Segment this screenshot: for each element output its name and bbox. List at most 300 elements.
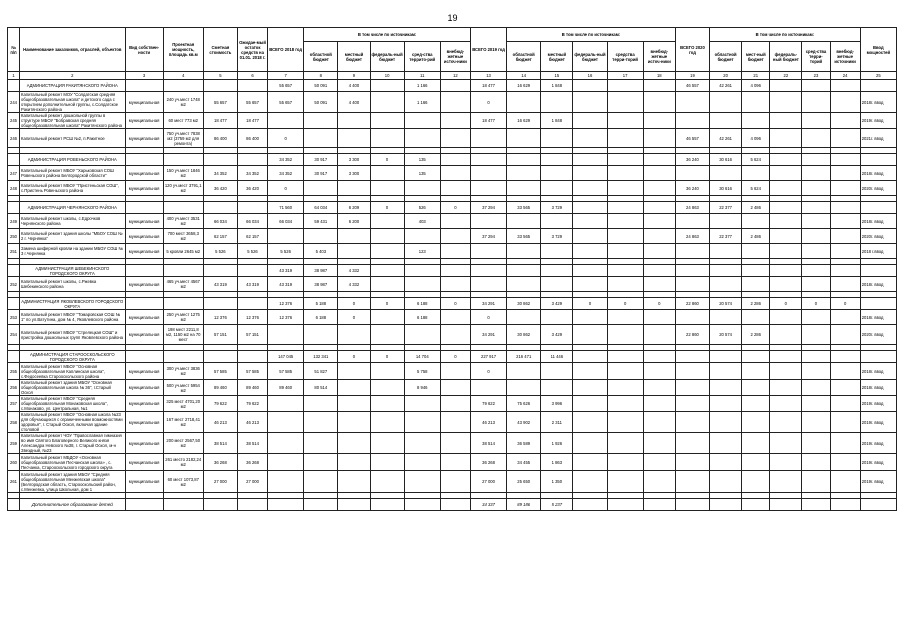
value-cell: 38 987 xyxy=(304,277,338,292)
value-cell xyxy=(643,113,675,129)
object-name-cell: Капитальный ремонт ЧОУ "Православная гимназия во имя Святого Благоверного Великого князя Александра Невского №38, г. Старый Оскол, м-н Звездный, №23 xyxy=(20,433,125,454)
value-cell: 4 096 xyxy=(742,129,770,148)
object-name-cell: Капитальный ремонт МБДОУ «Основная общеобразовательная Песчанская школа» , с. Песчанка, Старооскольского городского округа xyxy=(20,454,125,471)
value-cell: 0 xyxy=(338,351,370,363)
header-local-2020: мест-ный бюджет xyxy=(742,42,770,72)
value-cell xyxy=(507,277,541,292)
value-cell xyxy=(440,433,470,454)
value-cell xyxy=(742,92,770,113)
value-cell: 1 166 xyxy=(404,80,440,92)
value-cell: 4 400 xyxy=(338,92,370,113)
value-cell: 33 565 xyxy=(507,202,541,214)
value-cell: 27 000 xyxy=(203,471,237,493)
commission-cell: 2019г. ввод xyxy=(860,433,896,454)
value-cell xyxy=(370,433,404,454)
value-cell xyxy=(541,363,573,380)
value-cell: 57 585 xyxy=(237,363,267,380)
value-cell: 5 758 xyxy=(404,363,440,380)
value-cell xyxy=(675,244,709,259)
object-name-cell: Капитальный ремонт МБОУ "Харьковская СОШ Ровеньского района Белгородской области" xyxy=(20,166,125,181)
value-cell: 30 862 xyxy=(507,298,541,310)
value-cell xyxy=(338,396,370,412)
value-cell xyxy=(573,202,607,214)
value-cell: 36 240 xyxy=(675,181,709,196)
value-cell xyxy=(607,92,643,113)
value-cell xyxy=(643,396,675,412)
value-cell: муниципальная xyxy=(125,412,163,433)
value-cell: 0 xyxy=(607,298,643,310)
value-cell xyxy=(675,396,709,412)
value-cell: 30 917 xyxy=(304,166,338,181)
value-cell xyxy=(607,113,643,129)
column-number: 4 xyxy=(163,72,203,80)
value-cell: 30 616 xyxy=(710,181,742,196)
value-cell: муниципальная xyxy=(125,454,163,471)
value-cell: 0 xyxy=(440,202,470,214)
value-cell xyxy=(742,310,770,325)
row-number-cell: 247 xyxy=(8,166,20,181)
value-cell xyxy=(268,325,304,345)
value-cell xyxy=(163,298,203,310)
row-number-cell xyxy=(8,499,20,511)
value-cell xyxy=(643,454,675,471)
value-cell xyxy=(643,277,675,292)
value-cell xyxy=(268,433,304,454)
value-cell xyxy=(507,244,541,259)
value-cell xyxy=(440,454,470,471)
value-cell: 5 188 xyxy=(304,298,338,310)
value-cell xyxy=(742,166,770,181)
value-cell xyxy=(573,181,607,196)
value-cell: 18 477 xyxy=(237,113,267,129)
value-cell xyxy=(404,181,440,196)
column-number: 24 xyxy=(830,72,860,80)
value-cell xyxy=(507,154,541,166)
value-cell xyxy=(770,166,802,181)
value-cell xyxy=(125,298,163,310)
value-cell: 46 213 xyxy=(237,412,267,433)
value-cell xyxy=(607,202,643,214)
value-cell xyxy=(440,499,470,511)
header-group-2019: В том числе по источникам: xyxy=(507,28,676,42)
value-cell xyxy=(268,396,304,412)
value-cell xyxy=(607,499,643,511)
value-cell xyxy=(203,298,237,310)
value-cell xyxy=(830,277,860,292)
header-extrabudget-2019: внебюд-жетные источ-ники xyxy=(643,42,675,72)
value-cell xyxy=(370,454,404,471)
column-number: 15 xyxy=(541,72,573,80)
value-cell xyxy=(470,277,506,292)
header-group-2020: В том числе по источникам: xyxy=(710,28,861,42)
budget-table xyxy=(7,27,897,511)
value-cell: муниципальная xyxy=(125,229,163,244)
value-cell xyxy=(802,363,830,380)
value-cell xyxy=(203,499,237,511)
value-cell xyxy=(507,166,541,181)
value-cell xyxy=(573,325,607,345)
column-number: 13 xyxy=(470,72,506,80)
value-cell: 8 946 xyxy=(404,380,440,396)
commission-cell: 2018г. ввод xyxy=(860,92,896,113)
value-cell: 1 848 xyxy=(541,113,573,129)
row-number-cell: 244 xyxy=(8,92,20,113)
value-cell xyxy=(643,471,675,493)
value-cell xyxy=(770,214,802,229)
value-cell xyxy=(268,471,304,493)
value-cell xyxy=(163,265,203,277)
value-cell: 3 429 xyxy=(541,298,573,310)
header-extrabudget-2018: внебюд-жетные источ-ники xyxy=(440,42,470,72)
value-cell: 1 863 xyxy=(541,454,573,471)
value-cell: 43 319 xyxy=(203,277,237,292)
row-number-cell: 246 xyxy=(8,129,20,148)
value-cell xyxy=(675,214,709,229)
value-cell xyxy=(675,113,709,129)
value-cell xyxy=(710,244,742,259)
value-cell: 57 151 xyxy=(237,325,267,345)
value-cell: 60 мест 1073,87 м2 xyxy=(163,471,203,493)
column-number: 25 xyxy=(860,72,896,80)
value-cell: 5 624 xyxy=(742,154,770,166)
value-cell: 227 917 xyxy=(470,351,506,363)
value-cell: 16 629 xyxy=(507,80,541,92)
value-cell xyxy=(742,380,770,396)
row-number-cell: 248 xyxy=(8,181,20,196)
value-cell xyxy=(237,499,267,511)
value-cell xyxy=(470,214,506,229)
value-cell: 86 400 xyxy=(237,129,267,148)
value-cell xyxy=(710,499,742,511)
value-cell xyxy=(643,380,675,396)
value-cell xyxy=(607,166,643,181)
value-cell: 0 xyxy=(338,298,370,310)
row-number-cell: 261 xyxy=(8,471,20,493)
page-number: 19 xyxy=(447,13,458,23)
value-cell xyxy=(607,80,643,92)
object-name-cell: АДМИНИСТРАЦИЯ РАКИТЯНСКОГО РАЙОНА xyxy=(20,80,125,92)
value-cell: 5 237 xyxy=(541,499,573,511)
value-cell xyxy=(470,244,506,259)
value-cell xyxy=(573,244,607,259)
value-cell: 3 729 xyxy=(541,202,573,214)
row-number-cell: 260 xyxy=(8,454,20,471)
value-cell xyxy=(607,325,643,345)
header-territory-2020: сред-ства терри-торий xyxy=(802,42,830,72)
commission-cell xyxy=(860,154,896,166)
value-cell xyxy=(607,412,643,433)
value-cell xyxy=(541,181,573,196)
value-cell xyxy=(770,433,802,454)
commission-cell: 2019г. ввод xyxy=(860,454,896,471)
value-cell: 46 213 xyxy=(203,412,237,433)
column-number: 9 xyxy=(338,72,370,80)
value-cell xyxy=(370,92,404,113)
value-cell: 36 589 xyxy=(507,433,541,454)
value-cell: 38 514 xyxy=(203,433,237,454)
value-cell: 0 xyxy=(440,351,470,363)
value-cell xyxy=(507,92,541,113)
value-cell xyxy=(237,154,267,166)
value-cell xyxy=(607,433,643,454)
value-cell xyxy=(830,433,860,454)
commission-cell: 2018г. ввод xyxy=(860,363,896,380)
value-cell: 34 337 xyxy=(470,499,506,511)
value-cell xyxy=(643,412,675,433)
table-row xyxy=(8,166,897,181)
table-row xyxy=(8,92,897,113)
value-cell: 59 431 xyxy=(304,214,338,229)
row-number-cell: 258 xyxy=(8,412,20,433)
value-cell: 0 xyxy=(338,310,370,325)
value-cell: 86 400 xyxy=(203,129,237,148)
value-cell: 0 xyxy=(470,310,506,325)
header-territory-2018: сред-ства террито-рий xyxy=(404,42,440,72)
value-cell: 22 377 xyxy=(710,229,742,244)
object-name-cell: АДМИНИСТРАЦИЯ СТАРООСКОЛЬСКОГО ГОРОДСКОГО ОКРУГА xyxy=(20,351,125,363)
value-cell xyxy=(830,351,860,363)
value-cell xyxy=(802,166,830,181)
value-cell: 22 860 xyxy=(675,298,709,310)
value-cell xyxy=(338,181,370,196)
value-cell: 57 585 xyxy=(203,363,237,380)
value-cell xyxy=(770,154,802,166)
value-cell xyxy=(742,113,770,129)
value-cell xyxy=(607,310,643,325)
value-cell: 55 657 xyxy=(268,80,304,92)
value-cell xyxy=(203,265,237,277)
row-number-cell: 252 xyxy=(8,277,20,292)
value-cell xyxy=(770,471,802,493)
row-number-cell: 255 xyxy=(8,363,20,380)
value-cell xyxy=(338,471,370,493)
value-cell xyxy=(440,310,470,325)
value-cell: 0 xyxy=(370,202,404,214)
value-cell xyxy=(770,412,802,433)
table-row xyxy=(8,277,897,292)
value-cell xyxy=(440,363,470,380)
value-cell xyxy=(404,412,440,433)
value-cell xyxy=(404,265,440,277)
value-cell: 2 486 xyxy=(742,229,770,244)
value-cell: 30 917 xyxy=(304,154,338,166)
value-cell: 3 729 xyxy=(541,229,573,244)
value-cell xyxy=(370,129,404,148)
value-cell: муниципальная xyxy=(125,471,163,493)
value-cell xyxy=(370,325,404,345)
commission-cell xyxy=(860,298,896,310)
header-name: Наименование заказчиков, отраслей, объектов xyxy=(20,28,125,72)
value-cell xyxy=(770,244,802,259)
value-cell xyxy=(802,92,830,113)
value-cell xyxy=(770,113,802,129)
value-cell xyxy=(507,310,541,325)
commission-cell: 2019г. ввод xyxy=(860,113,896,129)
footer-row xyxy=(8,499,897,511)
value-cell xyxy=(370,471,404,493)
value-cell xyxy=(802,202,830,214)
object-name-cell: Капитальный ремонт МБОУ "Стрелецкая СОШ" и пристройка дошкольных групп Яковлевского района xyxy=(20,325,125,345)
value-cell: 18 477 xyxy=(470,80,506,92)
value-cell xyxy=(802,129,830,148)
value-cell: 34 352 xyxy=(203,166,237,181)
value-cell xyxy=(237,80,267,92)
row-number-cell xyxy=(8,265,20,277)
value-cell: 75 626 xyxy=(507,396,541,412)
value-cell: 79 622 xyxy=(237,396,267,412)
value-cell: 38 514 xyxy=(470,433,506,454)
value-cell xyxy=(802,154,830,166)
value-cell: 89 186 xyxy=(507,499,541,511)
value-cell: 36 240 xyxy=(675,154,709,166)
value-cell xyxy=(770,92,802,113)
value-cell: 27 000 xyxy=(237,471,267,493)
value-cell xyxy=(440,412,470,433)
value-cell xyxy=(370,396,404,412)
value-cell: 0 xyxy=(470,363,506,380)
value-cell xyxy=(607,214,643,229)
value-cell: 5 526 xyxy=(203,244,237,259)
row-number-cell: 256 xyxy=(8,380,20,396)
value-cell: 50 091 xyxy=(304,80,338,92)
value-cell xyxy=(802,454,830,471)
header-local-2018: местный бюджет xyxy=(338,42,370,72)
row-number-cell xyxy=(8,154,20,166)
value-cell: 37 294 xyxy=(470,229,506,244)
value-cell: муниципальная xyxy=(125,244,163,259)
value-cell: 62 157 xyxy=(237,229,267,244)
value-cell: муниципальная xyxy=(125,181,163,196)
object-name-cell: Капитальный ремонт школы, с.Ржевка Шебекинского района xyxy=(20,277,125,292)
value-cell: 33 565 xyxy=(507,229,541,244)
value-cell xyxy=(237,351,267,363)
value-cell: 14 704 xyxy=(404,351,440,363)
value-cell xyxy=(802,471,830,493)
object-name-cell: Дополнительное образование детей xyxy=(20,499,125,511)
value-cell: 34 455 xyxy=(507,454,541,471)
value-cell: муниципальная xyxy=(125,310,163,325)
value-cell xyxy=(404,277,440,292)
table-row xyxy=(8,181,897,196)
value-cell xyxy=(573,265,607,277)
value-cell xyxy=(830,214,860,229)
object-name-cell: Капитальный ремонт школы, с.Едрочков Чернянского района xyxy=(20,214,125,229)
value-cell xyxy=(802,396,830,412)
value-cell xyxy=(404,499,440,511)
commission-cell xyxy=(860,351,896,363)
table-row xyxy=(8,229,897,244)
value-cell xyxy=(125,499,163,511)
commission-cell: 2019г. ввод xyxy=(860,396,896,412)
value-cell xyxy=(203,351,237,363)
value-cell: 0 xyxy=(268,181,304,196)
value-cell: 6 200 xyxy=(338,214,370,229)
value-cell xyxy=(830,154,860,166)
header-regional-2019: областной бюджет xyxy=(507,42,541,72)
value-cell: 34 291 xyxy=(470,298,506,310)
value-cell: 36 420 xyxy=(237,181,267,196)
value-cell xyxy=(338,229,370,244)
value-cell xyxy=(338,129,370,148)
value-cell xyxy=(370,214,404,229)
value-cell xyxy=(573,380,607,396)
object-name-cell: Капитальный ремонт РСШ №2, п.Ракитное xyxy=(20,129,125,148)
column-number: 18 xyxy=(643,72,675,80)
value-cell: 66 034 xyxy=(268,214,304,229)
value-cell: 0 xyxy=(268,129,304,148)
value-cell: 79 622 xyxy=(203,396,237,412)
column-number: 8 xyxy=(304,72,338,80)
value-cell xyxy=(830,92,860,113)
value-cell: муниципальная xyxy=(125,277,163,292)
row-number-cell xyxy=(8,351,20,363)
value-cell xyxy=(203,80,237,92)
header-ownership: Вид собствен-ности xyxy=(125,28,163,72)
value-cell xyxy=(268,412,304,433)
value-cell xyxy=(675,363,709,380)
value-cell: 403 xyxy=(404,214,440,229)
value-cell xyxy=(710,310,742,325)
table-row xyxy=(8,310,897,325)
value-cell: 80 514 xyxy=(304,380,338,396)
value-cell: 18 477 xyxy=(470,113,506,129)
value-cell xyxy=(830,181,860,196)
column-number-row xyxy=(8,72,897,80)
value-cell: 89 460 xyxy=(237,380,267,396)
value-cell xyxy=(440,244,470,259)
commission-cell: 2018 г.ввод xyxy=(860,244,896,259)
value-cell xyxy=(404,433,440,454)
value-cell xyxy=(607,244,643,259)
value-cell: 34 352 xyxy=(237,166,267,181)
value-cell: 400 уч.мест 3531 м2 xyxy=(163,214,203,229)
value-cell: муниципальная xyxy=(125,325,163,345)
value-cell: 4 332 xyxy=(338,277,370,292)
table-row xyxy=(8,325,897,345)
value-cell: 0 xyxy=(830,298,860,310)
value-cell xyxy=(573,166,607,181)
value-cell xyxy=(304,325,338,345)
value-cell xyxy=(643,229,675,244)
value-cell xyxy=(830,229,860,244)
value-cell xyxy=(742,351,770,363)
value-cell xyxy=(404,113,440,129)
value-cell xyxy=(573,229,607,244)
value-cell: 5 526 xyxy=(237,244,267,259)
value-cell xyxy=(237,265,267,277)
value-cell xyxy=(830,265,860,277)
value-cell xyxy=(163,351,203,363)
column-number: 5 xyxy=(203,72,237,80)
value-cell xyxy=(370,380,404,396)
value-cell xyxy=(830,202,860,214)
value-cell: 46 213 xyxy=(470,412,506,433)
column-number: 21 xyxy=(742,72,770,80)
value-cell: 0 xyxy=(470,92,506,113)
value-cell: 1 848 xyxy=(541,80,573,92)
value-cell xyxy=(370,363,404,380)
value-cell xyxy=(573,277,607,292)
value-cell xyxy=(541,214,573,229)
value-cell: 3 996 xyxy=(541,396,573,412)
commission-cell: 2018г. ввод xyxy=(860,380,896,396)
header-regional-2018: областной бюджет xyxy=(304,42,338,72)
value-cell xyxy=(742,214,770,229)
value-cell: 55 657 xyxy=(268,92,304,113)
value-cell xyxy=(607,351,643,363)
value-cell: 50 091 xyxy=(304,92,338,113)
column-number: 7 xyxy=(268,72,304,80)
